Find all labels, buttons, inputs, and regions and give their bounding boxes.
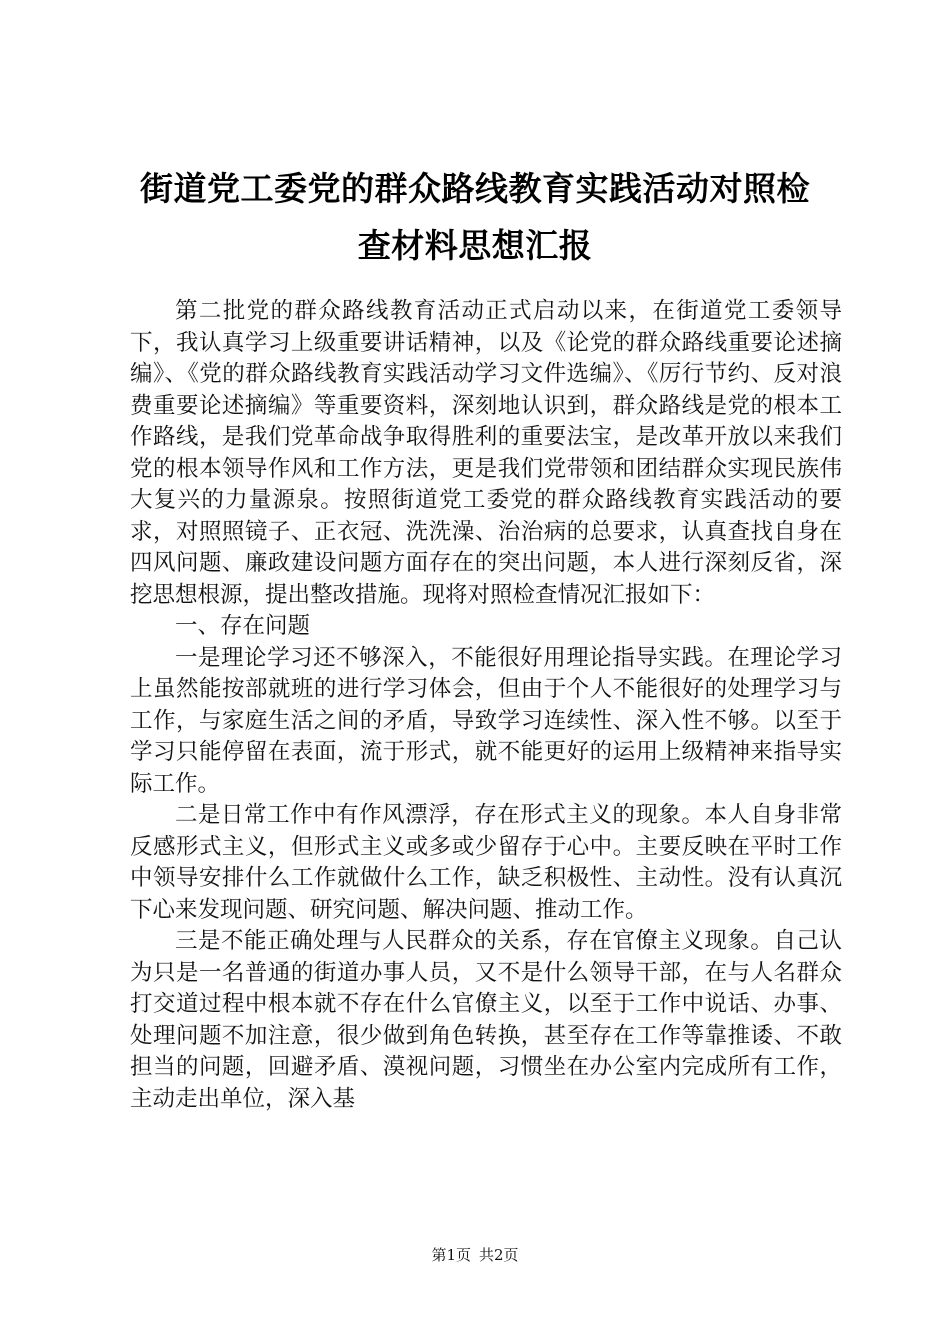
document-title: 街道党工委党的群众路线教育实践活动对照检查材料思想汇报 (140, 169, 810, 265)
page-number: 第1页 (431, 1246, 471, 1264)
page-total: 共2页 (479, 1246, 519, 1264)
issue-paragraph-3: 三是不能正确处理与人民群众的关系，存在官僚主义现象。自己认为只是一名普通的街道办事人员，又不是什么领导干部，在与人名群众打交道过程中根本就不存在什么官僚主义，以至于工作中说话、办事、处理问题不加注意，很少做到角色转换，甚至存在工作等靠推诿、不敢担当的问题，回避矛盾、漠视问题，习惯坐在办公室内完成所有工作，主动走出单位，深入基 (130, 928, 842, 1112)
issue-paragraph-1: 一是理论学习还不够深入，不能很好用理论指导实践。在理论学习上虽然能按部就班的进行学习体会，但由于个人不能很好的处理学习与工作，与家庭生活之间的矛盾，导致学习连续性、深入性不够。以至于学习只能停留在表面，流于形式，就不能更好的运用上级精神来指导实际工作。 (130, 644, 842, 797)
section-heading: 一、存在问题 (175, 613, 311, 639)
document-body (130, 296, 842, 1115)
page-footer (0, 1245, 950, 1265)
intro-paragraph: 第二批党的群众路线教育活动正式启动以来，在街道党工委领导下，我认真学习上级重要讲话精神，以及《论党的群众路线重要论述摘编》、《党的群众路线教育实践活动学习文件选编》、《厉行节约、反对浪费重要论述摘编》等重要资料，深刻地认识到，群众路线是党的根本工作路线，是我们党革命战争取得胜利的重要法宝，是改革开放以来我们党的根本领导作风和工作方法，更是我们党带领和团结群众实现民族伟大复兴的力量源泉。按照街道党工委党的群众路线教育实践活动的要求，对照照镜子、正衣冠、洗洗澡、治治病的总要求，认真查找自身在四风问题、廉政建设问题方面存在的突出问题，本人进行深刻反省，深挖思想根源，提出整改措施。现将对照检查情况汇报如下： (130, 298, 842, 608)
issue-paragraph-2: 二是日常工作中有作风漂浮，存在形式主义的现象。本人自身非常反感形式主义，但形式主义或多或少留存于心中。主要反映在平时工作中领导安排什么工作就做什么工作，缺乏积极性、主动性。没有认真沉下心来发现问题、研究问题、解决问题、推动工作。 (130, 802, 842, 923)
